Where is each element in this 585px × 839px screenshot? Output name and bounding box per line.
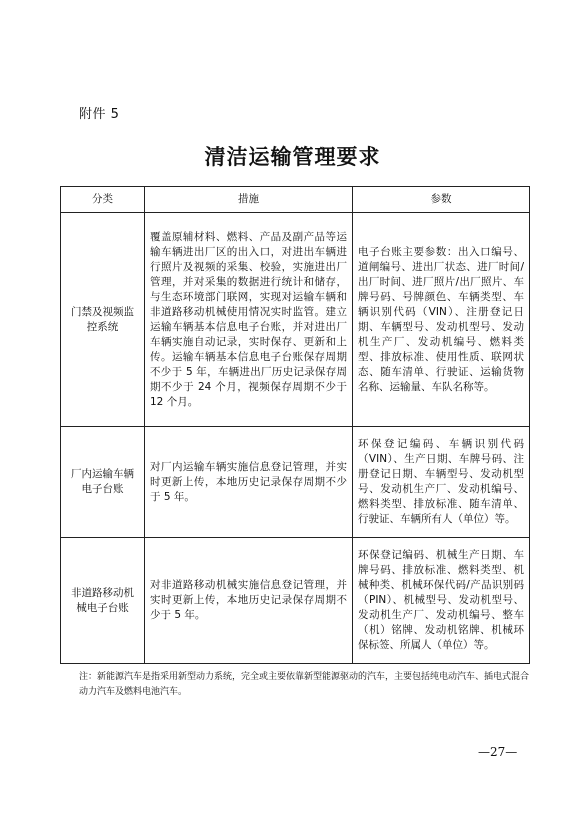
attachment-label: 附件 5 — [79, 107, 120, 122]
table-row — [61, 213, 530, 427]
param-cell: 环保登记编码、车辆识别代码（VIN）、生产日期、车牌号码、注册登记日期、车辆型号、发动机型号、发动机生产厂、发动机编号、燃料类型、排放标准、随车清单、行驶证、车辆所有人（单位）等。 — [353, 427, 530, 538]
table-header-row — [61, 187, 530, 213]
column-header-measure: 措施 — [145, 187, 353, 213]
category-cell: 非道路移动机械电子台账 — [61, 538, 145, 664]
category-cell: 门禁及视频监控系统 — [61, 213, 145, 427]
measure-cell: 对非道路移动机械实施信息登记管理，并实时更新上传，本地历史记录保存周期不少于 5 年。 — [145, 538, 353, 664]
measure-cell: 对厂内运输车辆实施信息登记管理，并实时更新上传，本地历史记录保存周期不少于 5 年。 — [145, 427, 353, 538]
requirements-table — [60, 186, 530, 664]
column-header-category: 分类 — [61, 187, 145, 213]
page-number: —27— — [478, 745, 518, 759]
table-row — [61, 427, 530, 538]
footnote: 注：新能源汽车是指采用新型动力系统，完全或主要依靠新型能源驱动的汽车，主要包括纯电动汽车、插电式混合动力汽车及燃料电池汽车。 — [79, 672, 530, 697]
page-title: 清洁运输管理要求 — [204, 144, 381, 169]
measure-cell: 覆盖原辅材料、燃料、产品及副产品等运输车辆进出厂区的出入口，对进出车辆进行照片及视频的采集、校验，实施进出厂管理，并对采集的数据进行统计和储存，与生态环境部门联网，实现对运输车辆和非道路移动机械使用情况实时监管。建立运输车辆基本信息电子台账，并对进出厂车辆实施自动记录，实时保存、更新和上传。运输车辆基本信息电子台账保存周期不少于 5 年，车辆进出厂历史记录保存周期不少于 24 个月，视频保存周期不少于 12 个月。 — [145, 213, 353, 427]
param-cell: 环保登记编码、机械生产日期、车牌号码、排放标准、燃料类型、机械种类、机械环保代码/产品识别码（PIN）、机械型号、发动机型号、发动机生产厂、发动机编号、整车（机）铭牌、发动机铭牌、机械环保标签、所属人（单位）等。 — [353, 538, 530, 664]
column-header-param: 参数 — [353, 187, 530, 213]
table-row — [61, 538, 530, 664]
category-cell: 厂内运输车辆电子台账 — [61, 427, 145, 538]
param-cell: 电子台账主要参数：出入口编号、道闸编号、进出厂状态、进厂时间/出厂时间、进厂照片/出厂照片、车牌号码、号牌颜色、车辆类型、车辆识别代码（VIN）、注册登记日期、车辆型号、发动机型号、发动机生产厂、发动机编号、燃料类型、排放标准、使用性质、联网状态、随车清单、行驶证、运输货物名称、运输量、车队名称等。 — [353, 213, 530, 427]
